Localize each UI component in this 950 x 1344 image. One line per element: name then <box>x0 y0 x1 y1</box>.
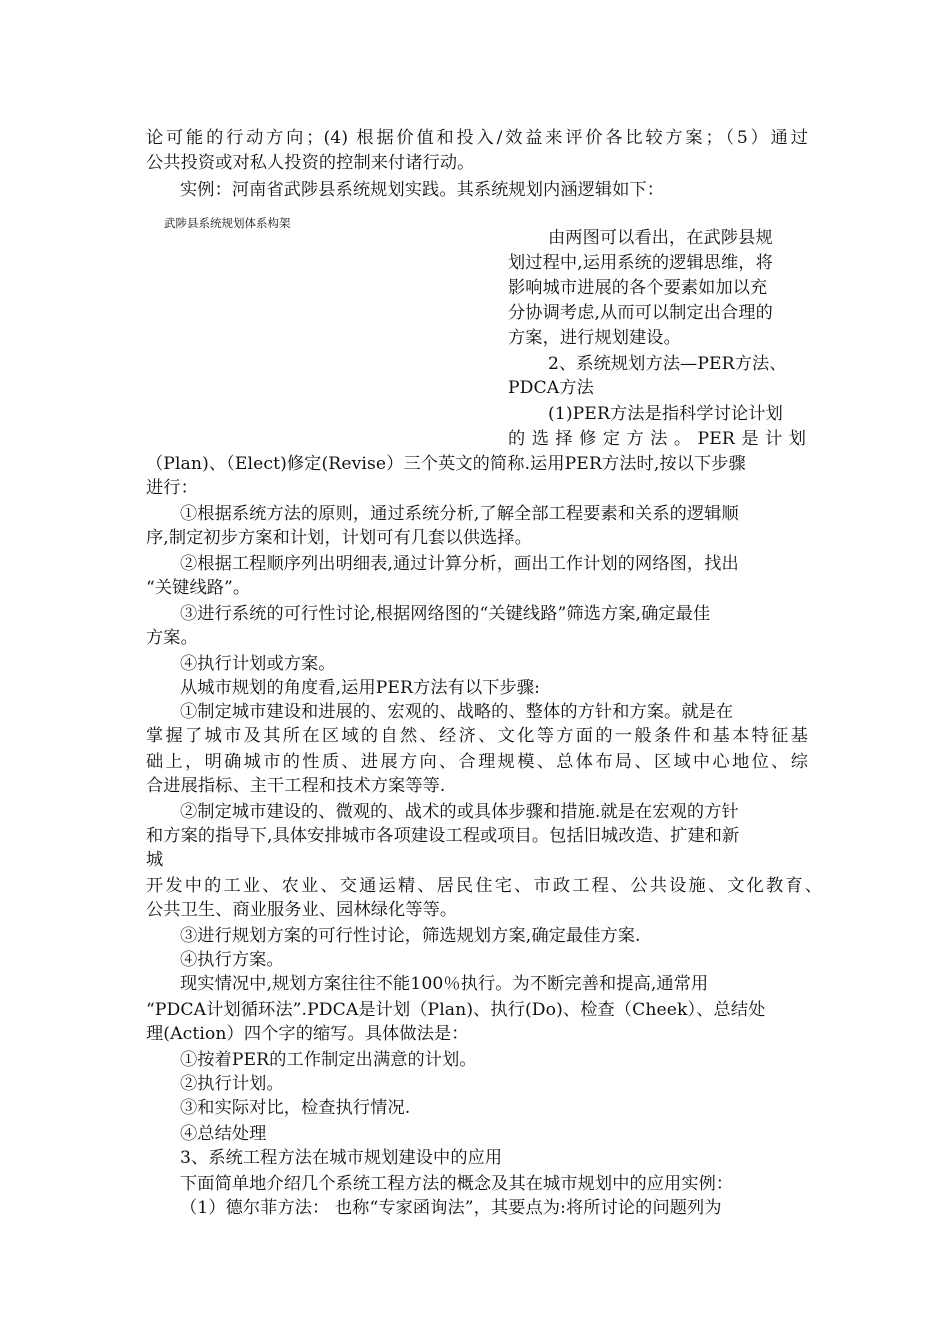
text-line: ③进行规划方案的可行性讨论，筛选规划方案,确定最佳方案. <box>180 926 641 946</box>
text-line: 础上，明确城市的性质、进展方向、合理规模、总体布局、区域中心地位、综 <box>146 752 808 772</box>
text-line: 论可能的行动方向；(4) 根据价值和投入/效益来评价各比较方案；（5）通过 <box>146 128 808 148</box>
text-line: 由两图可以看出，在武陟县规 <box>548 228 773 248</box>
text-line: 现实情况中,规划方案往往不能100％执行。为不断完善和提高,通常用 <box>180 974 709 994</box>
text-line: ①制定城市建设和进展的、宏观的、战略的、整体的方针和方案。就是在 <box>180 702 734 722</box>
text-line: ④执行方案。 <box>180 950 284 970</box>
section-heading: 2、系统规划方法—PER方法、 <box>548 354 787 374</box>
text-line: ②执行计划。 <box>180 1074 284 1094</box>
text-line: ②制定城市建设的、微观的、战术的或具体步骤和措施.就是在宏观的方针 <box>180 802 739 822</box>
section-heading: 3、系统工程方法在城市规划建设中的应用 <box>180 1148 503 1168</box>
text-line: 公共卫生、商业服务业、园林绿化等等。 <box>146 900 458 920</box>
text-line: ③和实际对比，检查执行情况. <box>180 1098 411 1118</box>
text-line: 和方案的指导下,具体安排城市各项建设工程或项目。包括旧城改造、扩建和新 <box>146 826 740 846</box>
text-line: ③进行系统的可行性讨论,根据网络图的“关键线路”筛选方案,确定最佳 <box>180 604 711 624</box>
text-line: 的选择修定方法。PER是计划 <box>508 429 806 449</box>
text-line: 分协调考虑,从而可以制定出合理的 <box>508 303 773 323</box>
text-line: ④执行计划或方案。 <box>180 654 336 674</box>
text-line: 公共投资或对私人投资的控制来付诸行动。 <box>146 153 475 173</box>
text-line: 方案。 <box>146 628 198 648</box>
text-line: 城 <box>146 850 164 870</box>
figure-placeholder <box>146 236 496 446</box>
text-line: 下面简单地介绍几个系统工程方法的概念及其在城市规划中的应用实例： <box>180 1174 734 1194</box>
text-line: 方案，进行规划建设。 <box>508 328 681 348</box>
text-line: “PDCA计划循环法”.PDCA是计划（Plan)、执行(Do)、检查（Cheek）、总结处 <box>146 1000 766 1020</box>
text-line: 掌握了城市及其所在区域的自然、经济、文化等方面的一般条件和基本特征基 <box>146 726 808 746</box>
text-line: ④总结处理 <box>180 1124 267 1144</box>
text-line: 合进展指标、主干工程和技术方案等等. <box>146 776 446 796</box>
section-heading: PDCA方法 <box>508 378 594 398</box>
text-line: 从城市规划的角度看,运用PER方法有以下步骤: <box>180 678 540 698</box>
text-line: ①按着PER的工作制定出满意的计划。 <box>180 1050 477 1070</box>
text-line: “关键线路”。 <box>146 578 251 598</box>
text-line: 开发中的工业、农业、交通运精、居民住宅、市政工程、公共设施、文化教育、 <box>146 876 822 896</box>
text-line: ②根据工程顺序列出明细表,通过计算分析，画出工作计划的网络图，找出 <box>180 554 739 574</box>
figure-caption: 武陟县系统规划体系构架 <box>164 216 291 230</box>
text-line: (1)PER方法是指科学讨论计划 <box>548 404 783 424</box>
text-line: ①根据系统方法的原则，通过系统分析,了解全部工程要素和关系的逻辑顺 <box>180 504 739 524</box>
text-line: 划过程中,运用系统的逻辑思维，将 <box>508 253 773 273</box>
text-line: （1）德尔菲方法： 也称“专家函询法”，其要点为:将所讨论的问题列为 <box>180 1198 722 1218</box>
text-line: 影响城市进展的各个要素如加以充 <box>508 278 768 298</box>
text-line: 序,制定初步方案和计划，计划可有几套以供选择。 <box>146 528 532 548</box>
text-line: 实例：河南省武陟县系统规划实践。其系统规划内涵逻辑如下： <box>180 180 665 200</box>
text-line: 理(Action）四个字的缩写。具体做法是： <box>146 1024 469 1044</box>
text-line: （Plan)、（Elect)修定(Revise）三个英文的简称.运用PER方法时,按以下步骤 <box>146 454 746 474</box>
text-line: 进行： <box>146 478 198 498</box>
